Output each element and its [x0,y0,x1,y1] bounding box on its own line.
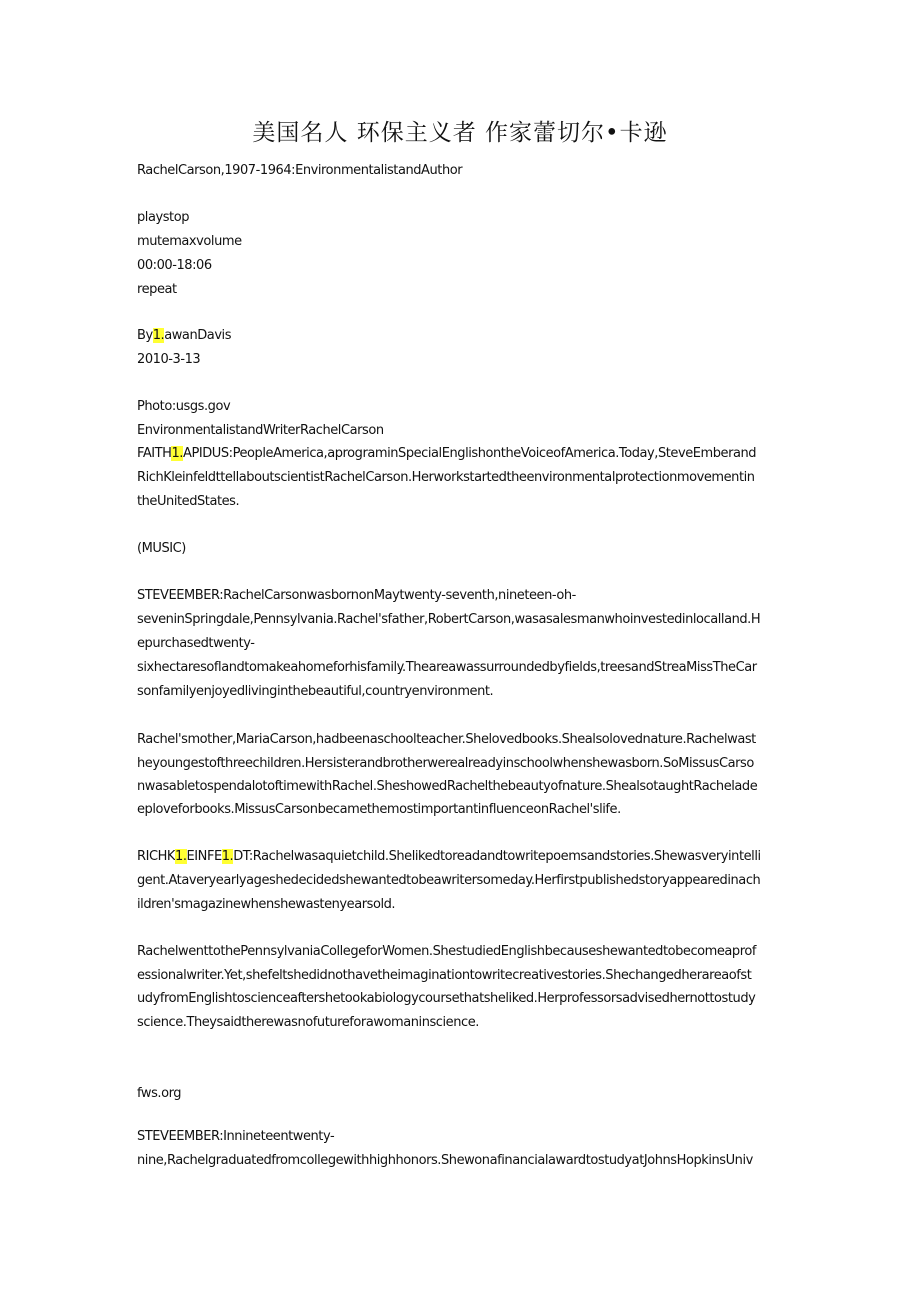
highlight-mark: 1. [175,849,187,864]
page-title: 美国名人 环保主义者 作家蕾切尔•卡逊 [252,120,668,146]
intro-line: theUnitedStates. [137,494,240,509]
subtitle: RachelCarson,1907-1964:EnvironmentalistandAuthor [137,163,463,178]
music-cue: (MUSIC) [137,541,186,556]
paragraph-text: DT:Rachelwasaquietchild.Shelikedtoreadandtowritepoemsandstories.Shewasveryintelli [233,849,761,864]
paragraph-line: sonfamilyenjoyedlivinginthebeautiful,countryenvironment. [137,684,494,699]
paragraph-line: sixhectaresoflandtomakeahomeforhisfamily.Theareawassurroundedbyfields,treesandStreaMissTheCar [137,660,757,675]
paragraph-line: nwasabletospendalotoftimewithRachel.SheshowedRachelthebeautyofnature.ShealsotaughtRachelade [137,779,758,794]
speaker-name: FAITH [137,446,172,461]
paragraph-line: nine,Rachelgraduatedfromcollegewithhighhonors.ShewonafinancialawardtostudyatJohnsHopkinsUniv [137,1153,753,1168]
byline-name: awanDavis [164,328,232,343]
paragraph-line [137,849,787,865]
highlight-mark: 1. [152,328,165,343]
paragraph-line: epurchasedtwenty- [137,636,255,651]
photo-caption: EnvironmentalistandWriterRachelCarson [137,423,384,438]
byline [137,328,787,344]
paragraph-line: udyfromEnglishtoscienceaftershetookabiologycoursethatsheliked.Herprofessorsadvisedhernottostudy [137,991,756,1006]
byline-date: 2010-3-13 [137,352,201,367]
highlight-mark: 1. [221,849,234,864]
paragraph-line: heyoungestofthreechildren.Hersisterandbrotherwerealreadyinschoolwhenshewasborn.SoMissusCarso [137,756,754,771]
speaker-name: RICHK [137,849,175,864]
speaker-name: EINFE [186,849,222,864]
player-controls-volume: mutemaxvolume [137,234,242,249]
paragraph-line: Rachel'smother,MariaCarson,hadbeenaschoolteacher.Shelovedbooks.Shealsolovednature.Rachelwast [137,732,756,747]
paragraph-line: eploveforbooks.MissusCarsonbecamethemostimportantinfluenceonRachel'slife. [137,802,621,817]
paragraph-line: gent.Ataveryearlyageshedecidedshewantedtobeawritersomeday.Herfirstpublishedstoryappearedinach [137,873,761,888]
photo-credit: fws.org [137,1086,182,1101]
paragraph-line: RachelwenttothePennsylvaniaCollegeforWomen.ShestudiedEnglishbecauseshewantedtobecomeaprof [137,944,756,959]
player-time: 00:00-18:06 [137,258,212,273]
intro-text: APIDUS:PeopleAmerica,aprograminSpecialEnglishontheVoiceofAmerica.Today,SteveEmberand [183,446,757,461]
paragraph-line: STEVEEMBER:Innineteentwenty- [137,1129,335,1144]
paragraph-line: ildren'smagazinewhenshewastenyearsold. [137,897,396,912]
intro-line: RichKleinfeldttellaboutscientistRachelCarson.Herworkstartedtheenvironmentalprotectionmovementin [137,470,755,485]
photo-credit: Photo:usgs.gov [137,399,231,414]
paragraph-line: science.Theysaidtherewasnofutureforawomaninscience. [137,1015,479,1030]
player-repeat: repeat [137,282,177,297]
paragraph-line: STEVEEMBER:RachelCarsonwasbornonMaytwenty-seventh,nineteen-oh- [137,588,576,603]
paragraph-line: seveninSpringdale,Pennsylvania.Rachel'sfather,RobertCarson,wasasalesmanwhoinvestedinlocalland.H [137,612,761,627]
paragraph-line: essionalwriter.Yet,shefeltshedidnothavetheimaginationtowritecreativestories.Shechangedherareaofst [137,968,752,983]
intro-line [137,446,787,462]
byline-prefix: By [137,328,153,343]
highlight-mark: 1. [171,446,183,461]
player-controls-play-stop: playstop [137,210,189,225]
